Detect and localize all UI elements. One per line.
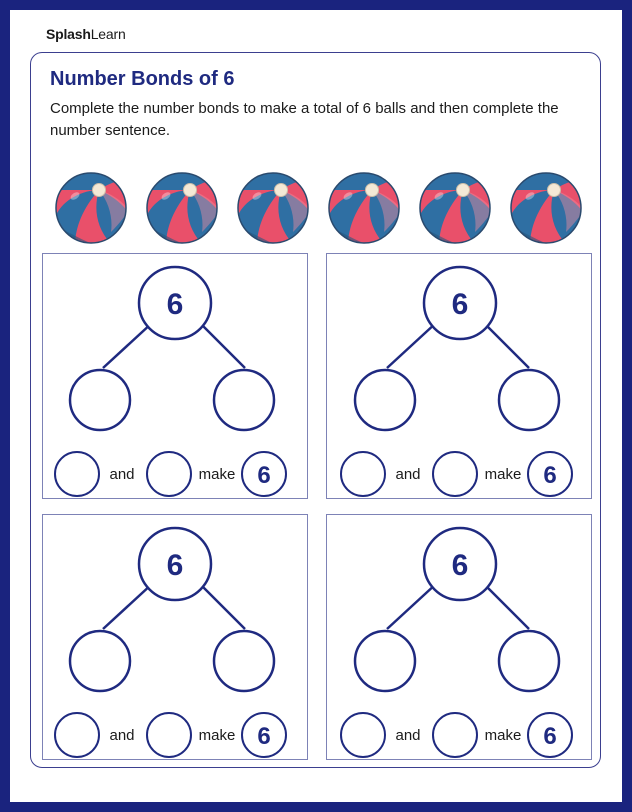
total-number: 6 xyxy=(543,723,557,750)
part-circle-left[interactable] xyxy=(70,631,130,691)
and-label: and xyxy=(395,727,421,744)
bond-box-1 xyxy=(42,253,308,499)
beach-ball-icon xyxy=(417,170,493,246)
balls-row xyxy=(50,170,590,250)
logo-splash: Splash xyxy=(46,26,91,42)
make-label: make xyxy=(198,727,236,744)
whole-number: 6 xyxy=(166,288,184,321)
sentence-blank-2[interactable] xyxy=(433,452,477,496)
bond-box-4 xyxy=(326,514,592,760)
part-circle-left[interactable] xyxy=(355,370,415,430)
part-circle-right[interactable] xyxy=(214,370,274,430)
and-label: and xyxy=(109,466,135,483)
logo-learn: Learn xyxy=(90,26,126,42)
part-circle-left[interactable] xyxy=(355,631,415,691)
and-label: and xyxy=(395,466,421,483)
sentence-blank-2[interactable] xyxy=(147,452,191,496)
part-circle-right[interactable] xyxy=(214,631,274,691)
whole-number: 6 xyxy=(451,549,469,582)
beach-ball-icon xyxy=(508,170,584,246)
worksheet-instructions: Complete the number bonds to make a total of 6 balls and then complete the number sentence. xyxy=(50,100,559,139)
beach-ball-icon xyxy=(53,170,129,246)
part-circle-left[interactable] xyxy=(70,370,130,430)
total-number: 6 xyxy=(257,723,271,750)
bond-box-3 xyxy=(42,514,308,760)
whole-number: 6 xyxy=(451,288,469,321)
make-label: make xyxy=(484,727,522,744)
splashlearn-logo xyxy=(46,26,126,42)
sentence-blank-1[interactable] xyxy=(341,713,385,757)
total-number: 6 xyxy=(257,462,271,489)
sentence-blank-1[interactable] xyxy=(55,452,99,496)
part-circle-right[interactable] xyxy=(499,631,559,691)
sentence-blank-2[interactable] xyxy=(147,713,191,757)
make-label: make xyxy=(198,466,236,483)
beach-ball-icon xyxy=(326,170,402,246)
sentence-blank-1[interactable] xyxy=(341,452,385,496)
total-number: 6 xyxy=(543,462,557,489)
make-label: make xyxy=(484,466,522,483)
bond-box-2 xyxy=(326,253,592,499)
worksheet-page xyxy=(10,10,622,802)
beach-ball-icon xyxy=(144,170,220,246)
part-circle-right[interactable] xyxy=(499,370,559,430)
whole-number: 6 xyxy=(166,549,184,582)
and-label: and xyxy=(109,727,135,744)
sentence-blank-2[interactable] xyxy=(433,713,477,757)
worksheet-title: Number Bonds of 6 xyxy=(50,68,235,90)
sentence-blank-1[interactable] xyxy=(55,713,99,757)
beach-ball-icon xyxy=(235,170,311,246)
